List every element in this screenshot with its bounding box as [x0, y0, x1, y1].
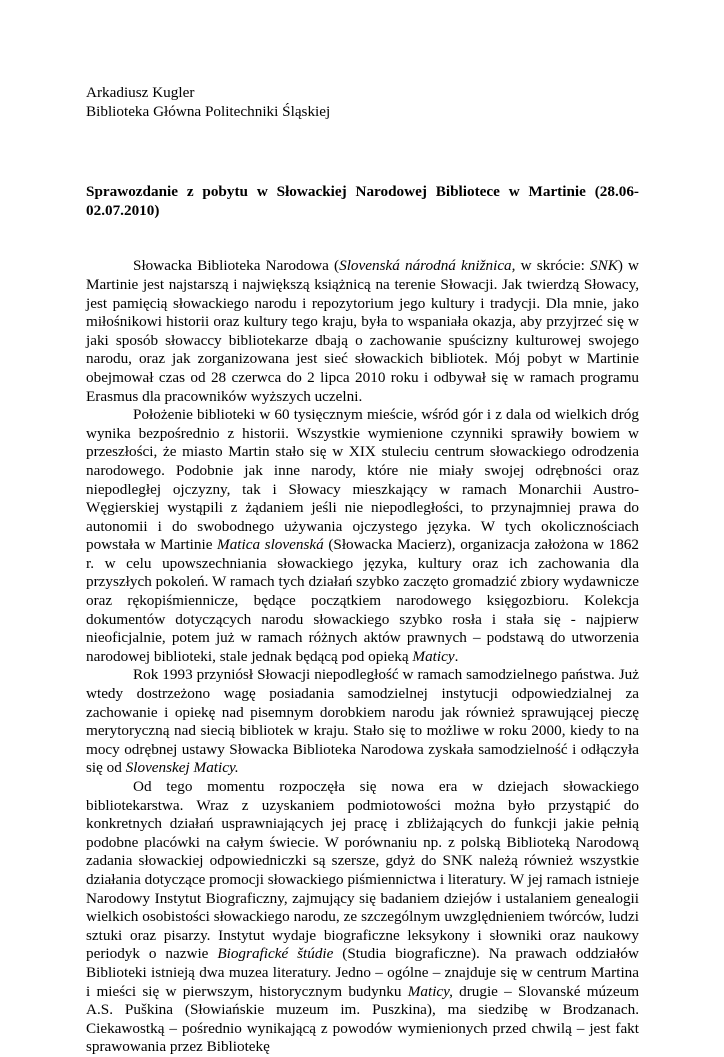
paragraph-1-text-c: w skrócie:: [515, 257, 590, 275]
report-body: [86, 257, 639, 1057]
author-block: [86, 84, 639, 121]
paragraph-3-italic-maticy: Slovenskej Maticy.: [125, 759, 239, 777]
paragraph-4: [86, 778, 639, 1057]
paragraph-1-italic-abbreviation: SNK: [589, 257, 618, 275]
paragraph-1-text-a: Słowacka Biblioteka Narodowa (: [133, 257, 340, 275]
paragraph-2-text-e: .: [454, 647, 459, 665]
paragraph-4-italic-periodical: Biografické štúdie: [217, 945, 334, 963]
author-institution: Biblioteka Główna Politechniki Śląskiej: [86, 102, 331, 120]
paragraph-2-text-c: (Słowacka Macierz), organizacja założona w 1862 r. w celu upowszechniania słowackiego języka, kultury oraz ich zachowania dla przyszłych pokoleń. W ramach tych działań szybko zaczęto gromadzić zbiory wydawnicze oraz rękopiśmiennicze, będące początkiem narodowego księgozbioru. Kolekcja dokumentów dotyczących narodu słowackiego szybko rosła i stała się - najpierw nieoficjalnie, potem już w ramach różnych aktów prawnych – podstawą do utworzenia narodowej biblioteki, stale jednak będącą pod opieką: [86, 536, 639, 665]
author-name: Arkadiusz Kugler: [86, 84, 195, 101]
report-title: Sprawozdanie z pobytu w Słowackiej Narodowej Bibliotece w Martinie (28.06-02.07.2010): [86, 183, 639, 219]
paragraph-1-italic-library-name: Slovenská národná knižnica,: [339, 257, 516, 275]
paragraph-1: [86, 257, 639, 406]
paragraph-2-italic-maticy: Maticy: [412, 647, 455, 665]
paragraph-4-text-c: (Studia biograficzne). Na prawach oddziałów Biblioteki istnieją dwa muzea literatury. Jedno – ogólne – znajduje się w centrum Martina i mieści się w pierwszym, historycznym budynku: [86, 945, 639, 1000]
paragraph-3-text-a: Rok 1993 przyniósł Słowacji niepodległość w ramach samodzielnego państwa. Już wtedy dostrzeżono wagę posiadania samodzielnej instytucji odpowiedzialnej za zachowanie i opiekę nad pisemnym dorobkiem narodu jak również sprawującej pieczę merytoryczną nad siecią bibliotek w kraju. Stało się to możliwe w roku 2000, kiedy to na mocy odrębnej ustawy Słowacka Biblioteka Narodowa zyskała samodzielność i odłączyła się od: [86, 666, 639, 777]
paragraph-4-text-a: Od tego momentu rozpoczęła się nowa era w dziejach słowackiego bibliotekarstwa. Wraz z uzyskaniem podmiotowości można było przystąpić do konkretnych działań usprawniających jej pracę i zbliżających do funkcji jakie pełnią podobne placówki na całym świecie. W porównaniu np. z polską Biblioteką Narodową zadania słowackiej odpowiedniczki są szersze, gdyż do SNK należą również wszystkie działania dotyczące promocji słowackiego piśmiennictwa i literatury. W jej ramach istnieje Narodowy Instytut Biograficzny, zajmujący się badaniem dziejów i ustalaniem genealogii wielkich osobistości słowackiego narodu, ze szczególnym uwzględnieniem twórców, ludzi sztuki oraz pisarzy. Instytut wydaje biograficzne leksykony i słowniki oraz naukowy periodyk o nazwie: [86, 778, 640, 963]
paragraph-1-text-e: ) w Martinie jest najstarszą i największą książnicą na terenie Słowacji. Jak twierdzą Słowacy, jest pamięcią słowackiego narodu i repozytorium jego kultury i tradycji. Dla mnie, jako miłośnikowi historii oraz kultury tego kraju, była to wspaniała okazja, aby przyjrzeć się w jaki sposób słowaccy bibliotekarze dbają o zachowanie spuścizny kulturowej swojego narodu, oraz jak zorganizowana jest sieć słowackich bibliotek. Mój pobyt w Martinie obejmował czas od 28 czerwca do 2 lipca 2010 roku i odbywał się w ramach programu Erasmus dla pracowników wyższych uczelni.: [86, 257, 640, 405]
paragraph-4-italic-maticy: Maticy,: [407, 982, 453, 1000]
paragraph-2-italic-matica: Matica slovenská: [217, 536, 324, 554]
paragraph-2-text-a: Położenie biblioteki w 60 tysięcznym mieście, wśród gór i z dala od wielkich dróg wynika bezpośrednio z historii. Wszystkie wymienione czynniki sprawiły bowiem w przeszłości, że miasto Martin stało się w XIX stuleciu centrum słowackiego odrodzenia narodowego. Podobnie jak inne narody, które nie miały swojej odrębności oraz niepodległej ojczyzny, tak i Słowacy mieszkający w ramach Monarchii Austro-Węgierskiej wystąpili z żądaniem jeśli nie niepodległości, to przynajmniej prawa do autonomii i do swobodnego używania ojczystego języka. W tych okolicznościach powstała w Martinie: [86, 406, 639, 554]
paragraph-4-text-e: drugie – Slovanské múzeum A.S. Puškina (Słowiańskie muzeum im. Puszkina), ma siedzibę w Brodzanach. Ciekawostką – pośrednio wynikającą z powodów wymienionych przed chwilą – jest fakt sprawowania przez Bibliotekę: [86, 982, 640, 1056]
document-page: [86, 84, 639, 1057]
paragraph-2: [86, 406, 639, 666]
paragraph-3: [86, 666, 639, 778]
